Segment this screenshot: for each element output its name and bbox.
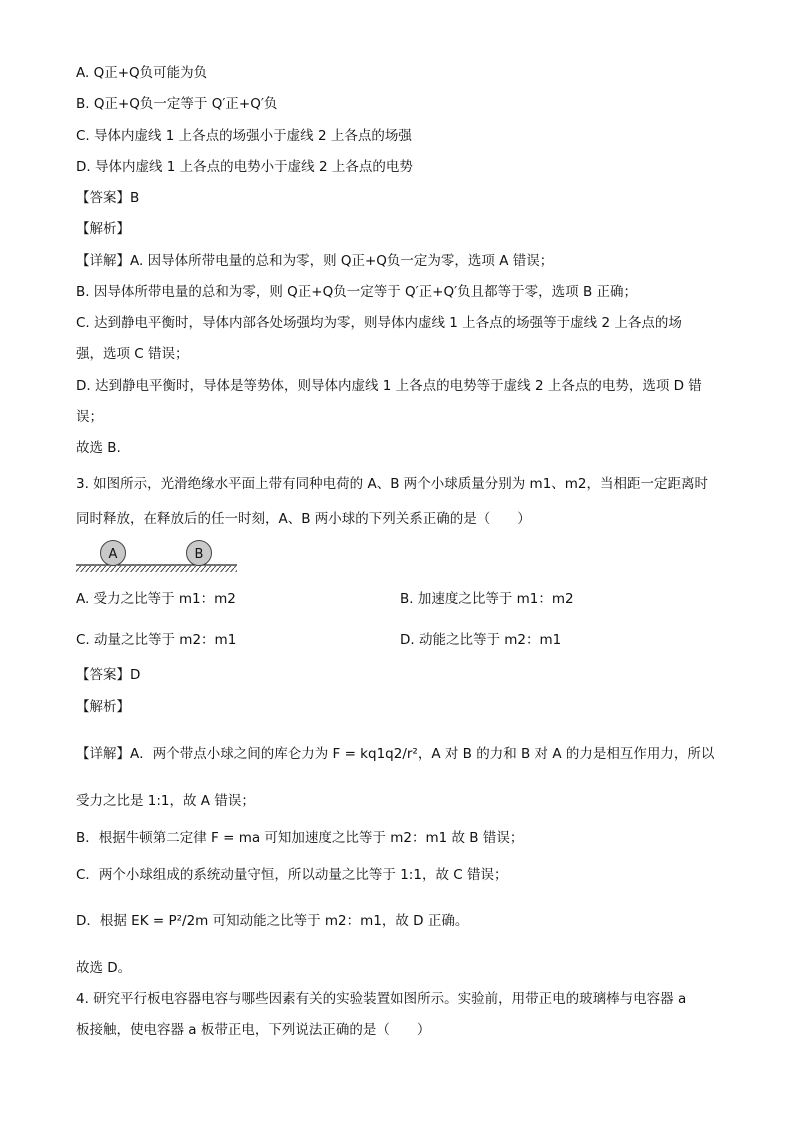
choice-a: A. 受力之比等于 m1：m2 bbox=[76, 591, 236, 607]
detail-a-line: 【详解】A. 因导体所带电量的总和为零，则 Q正+Q负一定为零，选项 A 错误； bbox=[76, 253, 554, 269]
analysis-label: 【解析】 bbox=[76, 221, 130, 237]
question-3-line-1: 3. 如图所示，光滑绝缘水平面上带有同种电荷的 A、B 两个小球质量分别为 m1、m2，当相距一定距离时 bbox=[76, 476, 709, 492]
conclusion-line-2: 故选 D。 bbox=[76, 960, 132, 976]
detail-c-line: C. 达到静电平衡时，导体内部各处场强均为零，则导体内虚线 1 上各点的场强等于虚线 2 上各点的场 bbox=[76, 315, 682, 331]
answer-label: 【答案】B bbox=[76, 190, 140, 206]
detail-d-line-cont: 误； bbox=[76, 409, 103, 425]
ball-b-label: B bbox=[194, 547, 204, 562]
option-b-line: B. Q正+Q负一定等于 Q′正+Q′负 bbox=[76, 96, 278, 112]
choice-d: D. 动能之比等于 m2：m1 bbox=[400, 632, 562, 648]
detail-2-a-line-cont: 受力之比是 1:1，故 A 错误； bbox=[76, 793, 255, 809]
detail-2-d-line: D．根据 EK = P²/2m 可知动能之比等于 m2：m1，故 D 正确。 bbox=[76, 913, 469, 929]
choice-c: C. 动量之比等于 m2：m1 bbox=[76, 632, 237, 648]
detail-2-a-line: 【详解】A．两个带点小球之间的库仑力为 F = kq1q2/r²，A 对 B 的力和 B 对 A 的力是相互作用力，所以 bbox=[76, 746, 715, 762]
detail-b-line: B. 因导体所带电量的总和为零，则 Q正+Q负一定等于 Q′正+Q′负且都等于零，选项 B 正确； bbox=[76, 284, 638, 300]
two-balls-figure bbox=[74, 538, 240, 574]
detail-c-line-cont: 强，选项 C 错误； bbox=[76, 346, 189, 362]
choice-b: B. 加速度之比等于 m1：m2 bbox=[400, 591, 574, 607]
detail-2-b-line: B．根据牛顿第二定律 F = ma 可知加速度之比等于 m2：m1 故 B 错误； bbox=[76, 830, 524, 846]
ball-a-label: A bbox=[108, 547, 118, 562]
answer-label-2: 【答案】D bbox=[76, 667, 141, 683]
analysis-label-2: 【解析】 bbox=[76, 699, 130, 715]
question-3-line-2: 同时释放，在释放后的任一时刻，A、B 两小球的下列关系正确的是（ ） bbox=[76, 511, 531, 527]
detail-2-c-line: C．两个小球组成的系统动量守恒，所以动量之比等于 1:1，故 C 错误； bbox=[76, 867, 508, 883]
question-4-line-2: 板接触，使电容器 a 板带正电，下列说法正确的是（ ） bbox=[76, 1022, 431, 1038]
question-4-line-1: 4. 研究平行板电容器电容与哪些因素有关的实验装置如图所示。实验前，用带正电的玻璃棒与电容器 a bbox=[76, 991, 687, 1007]
ground-hatching bbox=[76, 566, 237, 572]
option-a-line: A. Q正+Q负可能为负 bbox=[76, 65, 208, 81]
option-d-line: D. 导体内虚线 1 上各点的电势小于虚线 2 上各点的电势 bbox=[76, 159, 413, 175]
detail-d-line: D. 达到静电平衡时，导体是等势体，则导体内虚线 1 上各点的电势等于虚线 2 上各点的电势，选项 D 错 bbox=[76, 378, 702, 394]
conclusion-line: 故选 B. bbox=[76, 440, 121, 456]
option-c-line: C. 导体内虚线 1 上各点的场强小于虚线 2 上各点的场强 bbox=[76, 128, 412, 144]
